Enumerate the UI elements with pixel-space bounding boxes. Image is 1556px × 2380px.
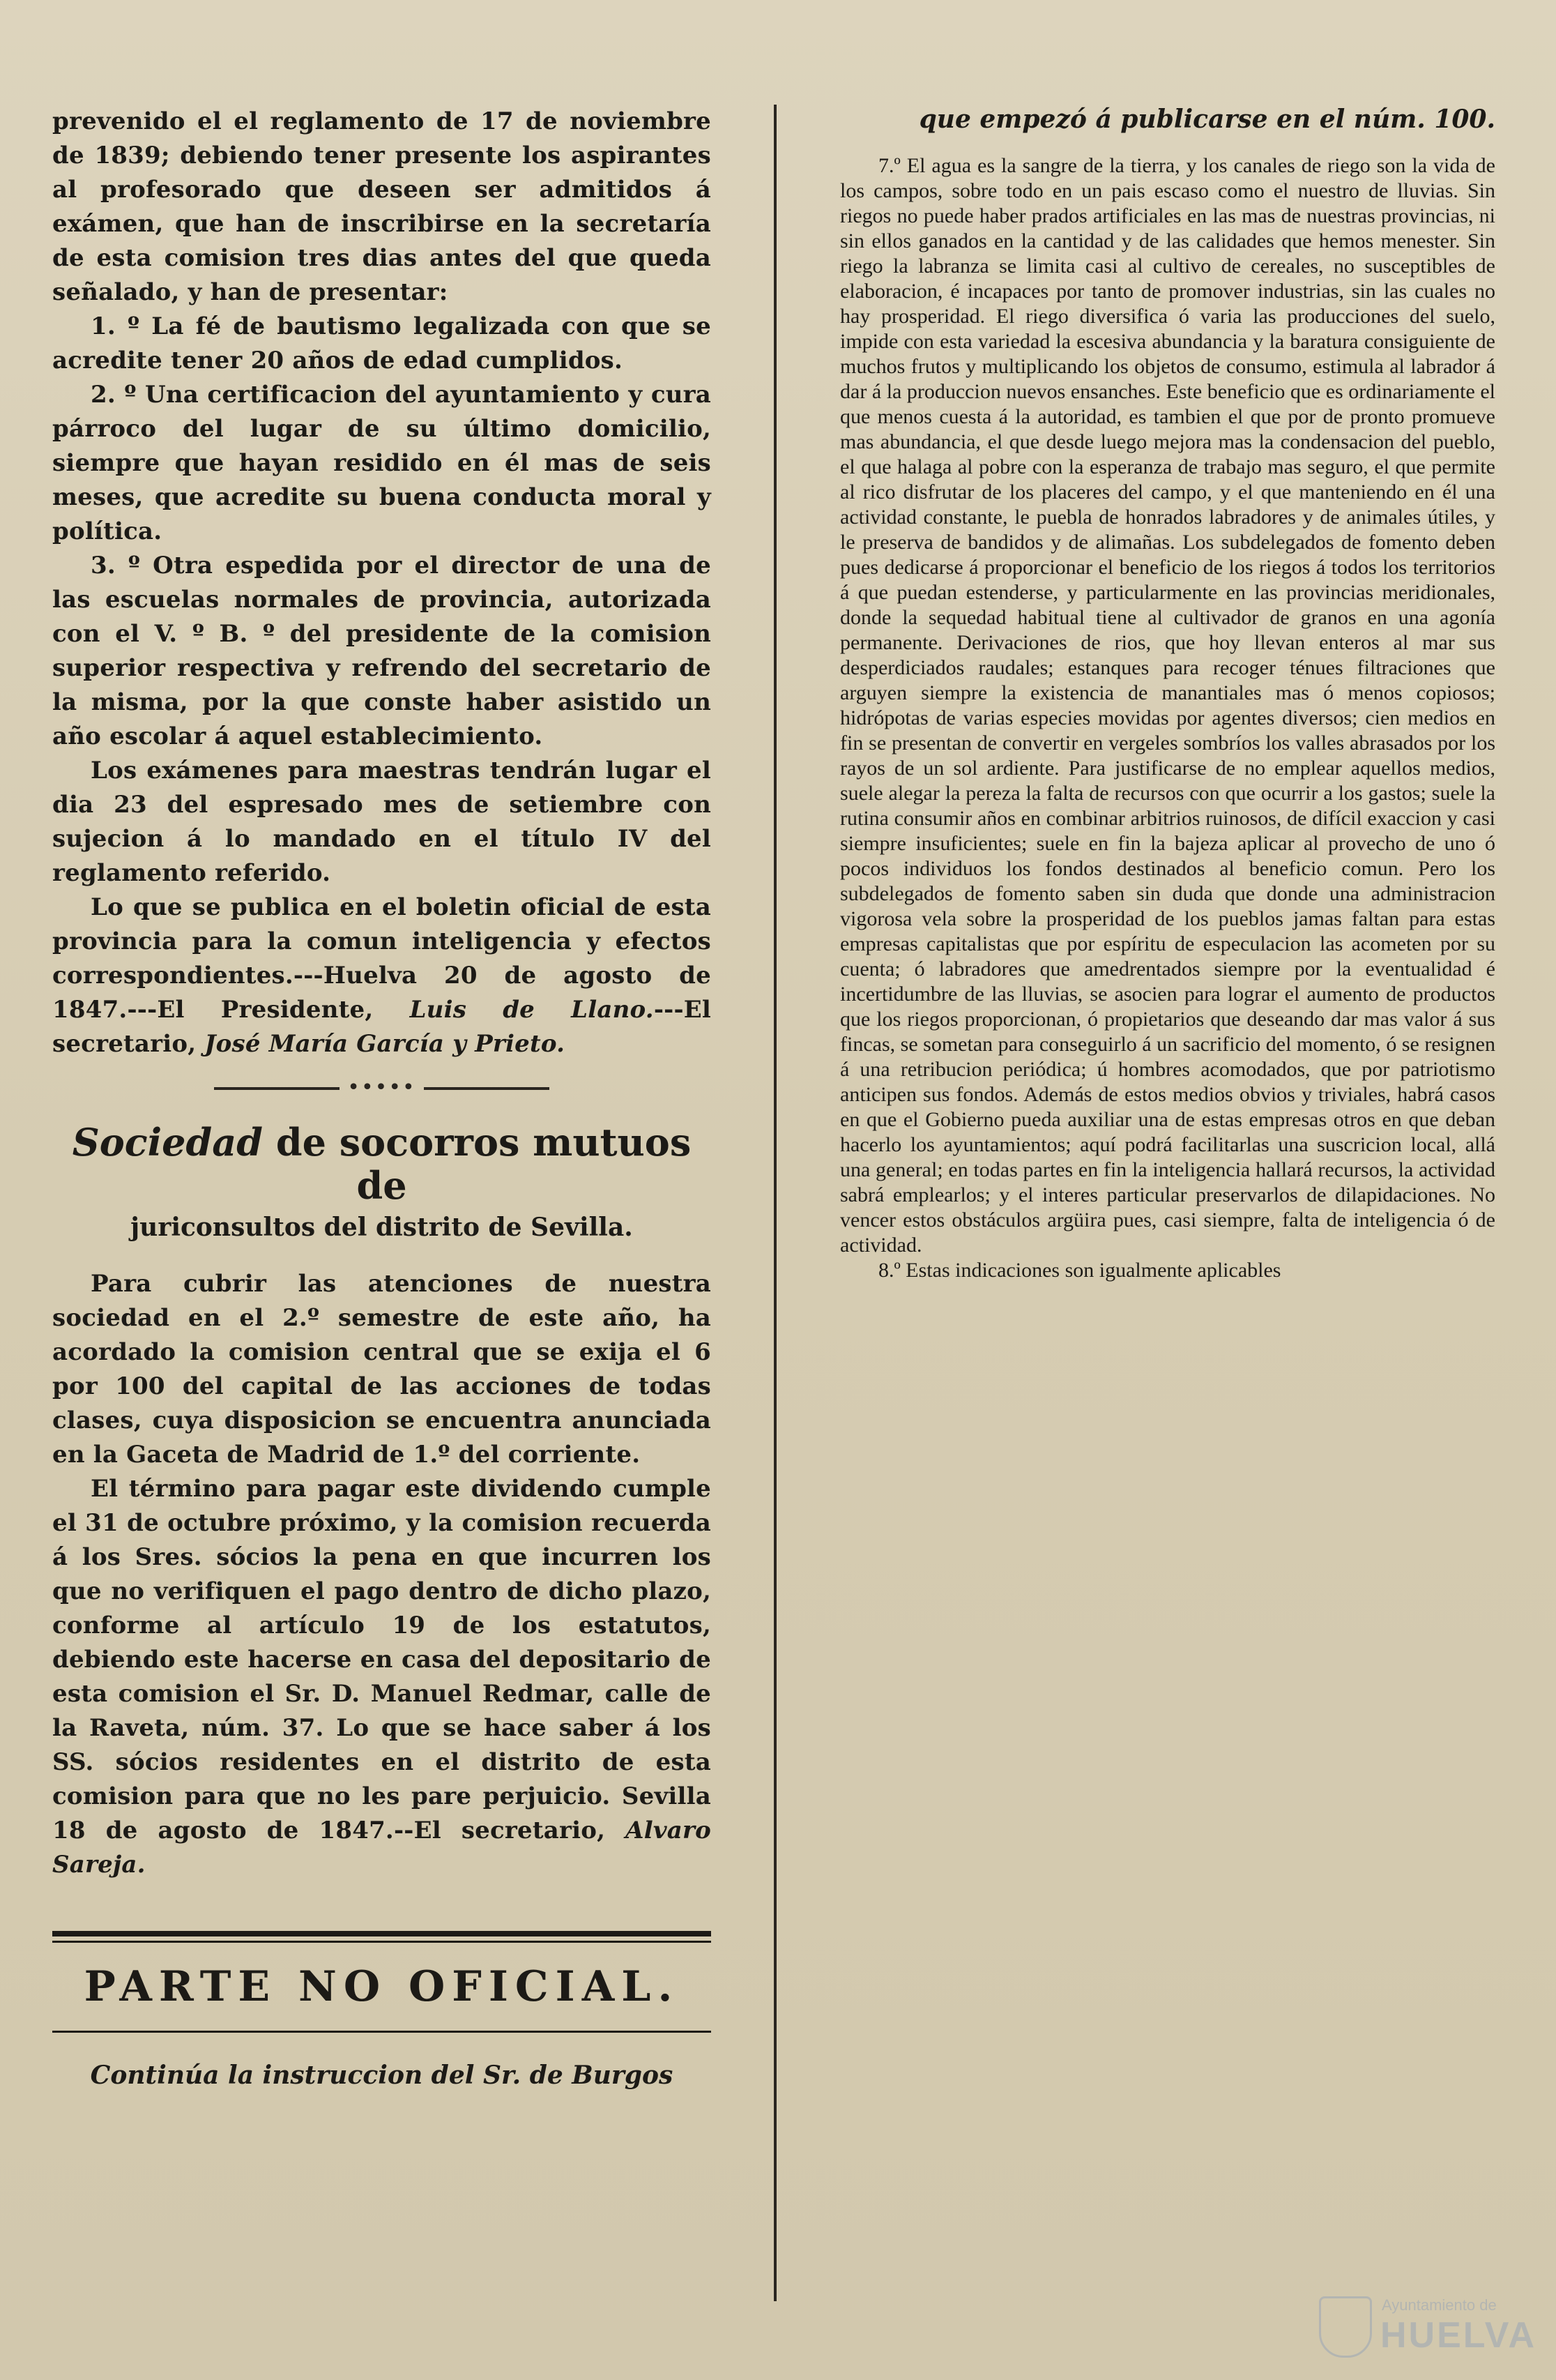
section-title-rest: de socorros mutuos de xyxy=(275,1120,692,1208)
thin-rule-bottom xyxy=(52,2031,711,2033)
paragraph-atenciones: Para cubrir las atenciones de nuestra sociedad en el 2.º semestre de este año, ha acordado la comision central que se exija el 6 por 100 del capital de las acciones de todas clases, cuya disposicion se encuentra anunciada en la Gaceta de Madrid de 1.º del corriente. xyxy=(52,1270,711,1469)
right-column xyxy=(840,105,1495,1283)
publicacion-text: Lo que se publica en el boletin oficial de esta provincia para la comun inteligencia y efectos correspondientes.---Huelva 20 de agosto de 1847.---El Presidente, xyxy=(52,893,711,1024)
requirement-1: 1. º La fé de bautismo legalizada con que se acredite tener 20 años de edad cumplidos. xyxy=(52,312,711,374)
continued-heading: que empezó á publicarse en el núm. 100. xyxy=(919,105,1495,134)
paragraph-indicaciones: 8.º Estas indicaciones son igualmente aplicables xyxy=(878,1259,1281,1282)
section-title-italic: Sociedad xyxy=(72,1120,264,1165)
signatory-secretario: José María García y Prieto. xyxy=(204,1030,565,1058)
section-subtitle: juriconsultos del distrito de Sevilla. xyxy=(130,1213,633,1242)
paragraph-publicacion xyxy=(52,890,711,1061)
section-title xyxy=(52,1121,711,1207)
paragraph-examenes-maestras: Los exámenes para maestras tendrán lugar el dia 23 del espresado mes de setiembre con sujecion á lo mandado en el título IV del reglamento referido. xyxy=(52,757,711,887)
watermark-big-text: HUELVA xyxy=(1380,2315,1537,2356)
continua-instruccion: Continúa la instruccion del Sr. de Burgos xyxy=(90,2061,673,2090)
huelva-watermark xyxy=(1319,2289,1537,2359)
termino-text: El término para pagar este dividendo cumple el 31 de octubre próximo, y la comision recuerda á los Sres. sócios la pena en que incurren los que no verifiquen el pago dentro de dicho plazo, conforme al artículo 19 de los estatutos, debiendo este hacerse en casa del depositario de esta comision el Sr. D. Manuel Redmar, calle de la Raveta, núm. 37. Lo que se hace saber á los SS. sócios residentes en el distrito de esta comision para que no les pare perjuicio. Sevilla 18 de agosto de 1847.--El secretario, xyxy=(52,1475,711,1844)
requirement-2: 2. º Una certificacion del ayuntamiento y cura párroco del lugar de su último domicilio, siempre que hayan residido en él mas de seis meses, que acredite su buena conducta moral y política. xyxy=(52,381,711,545)
signatory-presidente: Luis de Llano. xyxy=(409,996,654,1024)
ornament-dots: ••••• xyxy=(347,1075,416,1100)
paragraph-agua-riegos: 7.º El agua es la sangre de la tierra, y los canales de riego son la vida de los campos, sobre todo en un pais escaso como el nuestro de lluvias. Sin riegos no puede haber prados artificiales en las mas de nuestras provincias, ni sin ellos ganados en la cantidad y de las calidades que hemos menester. Sin riego la labranza se limita casi al cultivo de cereales, no susceptibles de elaboracion, é incapaces por tanto de promover industrias, sin las cuales no hay prosperidad. El riego diversifica ó varia las producciones del suelo, impide con esta variedad la escesiva abundancia y la baratura consiguiente de muchos frutos y multiplicando los objetos de consumo, estimula al labrador á dar á la produccion nuevos ensanches. Este beneficio que es ordinariamente el que menos cuesta á la autoridad, es tambien el que por de pronto promueve mas abundancia, el que desde luego mejora mas la condensacion del pueblo, el que halaga al pobre con la esperanza de trabajo mas seguro, el que permite al rico disfrutar de los placeres del campo, y el que manteniendo en él una actividad constante, le puebla de honrados labradores y de animales útiles, y le preserva de bandidos y de alimañas. Los subdelegados de fomento deben pues dedicarse á proporcionar el beneficio de los riegos á todos los territorios á que puedan estenderse, y particularmente en las provincias meridionales, donde la sequedad habitual tiene al cultivador de granos en una agonía permanente. Derivaciones de rios, que hoy llevan enteros al mar sus desperdiciados raudales; estanques para recoger ténues filtraciones que arguyen siempre la existencia de manantiales mas ó menos copiosos; hidrópotas de varias especies movidas por agentes diversos; cien medios en fin se presentan de convertir en vergeles sombríos los valles abrasados por los rayos de un sol ardiente. Para justificarse de no emplear aquellos medios, suele alegar la pereza la falta de recursos con que ocurrir a los gastos; suele la rutina consumir años en combinar arbitrios ruinosos, de difícil exaccion y casi siempre insuficientes; suele en fin la bajeza aplicar al provecho de uno ó pocos individuos los fondos destinados al beneficio comun. Pero los subdelegados de fomento saben sin duda que donde una administracion vigorosa vela sobre la prosperidad de los pueblos jamas faltan para estas empresas capitalistas que por espíritu de especulacion las acometen por su cuenta; ó labradores que amedrentados siempre por la eventualidad é incertidumbre de las lluvias, se asocien para lograr el aumento de productos que los riegos proporcionan, ó propietarios que deseando dar mas valor á sus fincas, se sometan para conseguirlo á un sacrificio del momento, ó se resignen á una retribucion periódica; ú hombres acomodados, que por patriotismo anticipen sus fondos. Además de estos medios obvios y triviales, habrá casos en que el Gobierno pueda auxiliar una de estas empresas otros en que deban hacerlo los ayuntamientos; aquí podrá facilitarlas una suscricion local, allá una general; en todas partes en fin la inteligencia hallará recursos, la actividad sabrá emplearlos; y el interes particular preservarlos de dilapidaciones. No vencer estos obstáculos argüira pues, casi siempre, falta de inteligencia ó de actividad. xyxy=(840,154,1495,1257)
watermark-small-text: Ayuntamiento de xyxy=(1382,2296,1497,2314)
banner-parte-no-oficial: PARTE NO OFICIAL. xyxy=(84,1962,680,2011)
paragraph-termino xyxy=(52,1472,711,1882)
column-divider xyxy=(774,105,777,2301)
signatory-alvaro: Alvaro Sareja. xyxy=(52,1817,711,1879)
paragraph-reglamento: prevenido el el reglamento de 17 de noviembre de 1839; debiendo tener presente los aspirantes al profesorado que deseen ser admitidos á exámen, que han de inscribirse en la secretaría de esta comision tres dias antes del que queda señalado, y han de presentar: xyxy=(52,107,711,306)
requirement-3: 3. º Otra espedida por el director de una de las escuelas normales de provincia, autorizada con el V. º B. º del presidente de la comision superior respectiva y refrendo del secretario de la misma, por la que conste haber asistido un año escolar á aquel establecimiento. xyxy=(52,552,711,750)
publicacion-mid: ---El secretario, xyxy=(52,996,711,1058)
ornament-divider xyxy=(52,1075,711,1100)
coat-of-arms-icon xyxy=(1319,2296,1372,2358)
thick-rule-top xyxy=(52,1931,711,1936)
left-column xyxy=(52,105,711,2090)
thin-rule-top xyxy=(52,1941,711,1943)
